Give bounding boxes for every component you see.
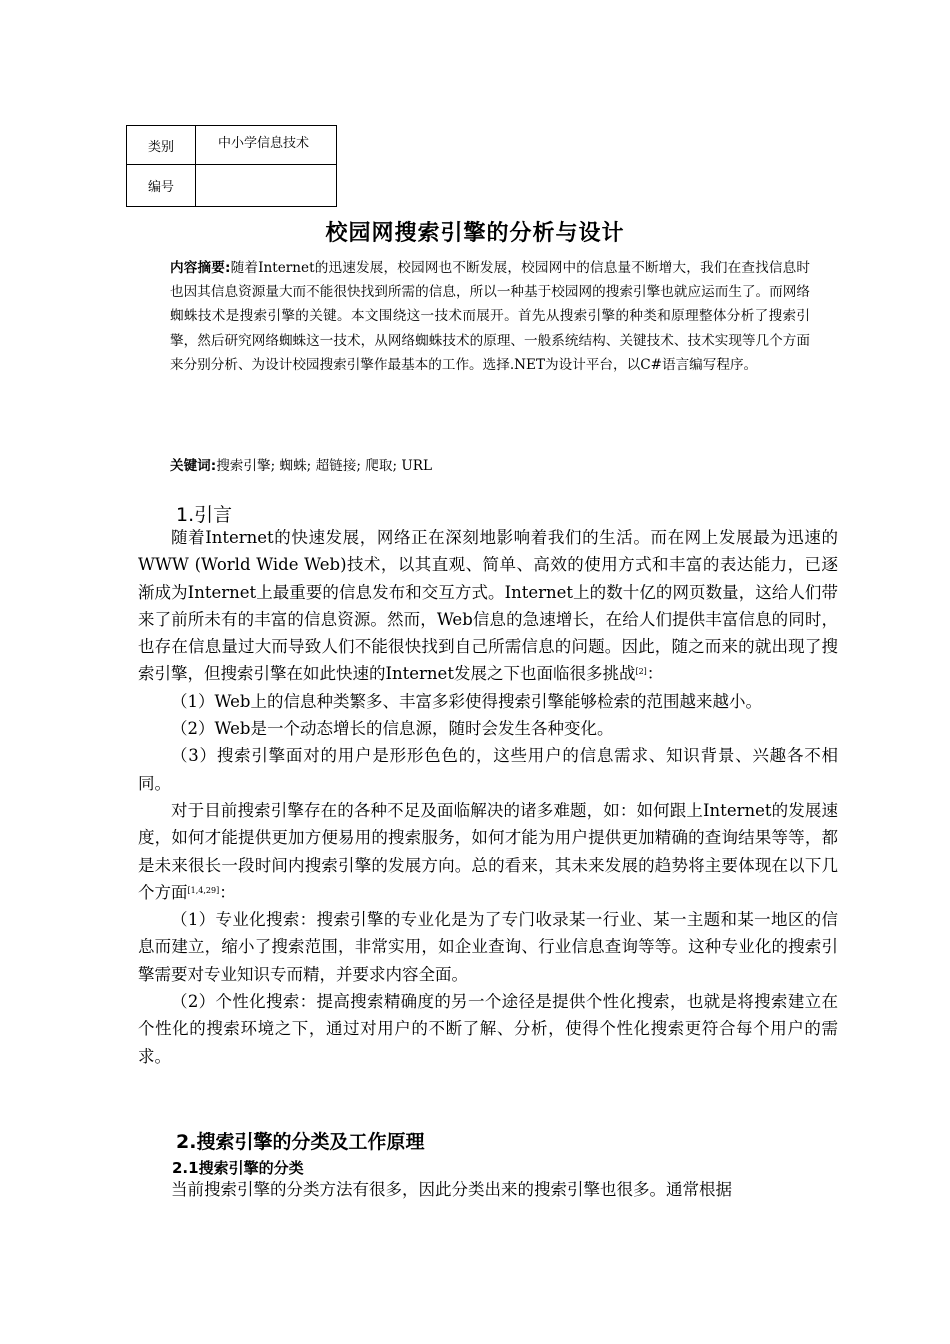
category-value: 中小学信息技术 bbox=[196, 126, 337, 165]
number-value bbox=[196, 165, 337, 207]
meta-table bbox=[126, 125, 337, 207]
abstract-text: 随着Internet的迅速发展，校园网也不断发展，校园网中的信息量不断增大，我们在查找信息时也因其信息资源量大而不能很快找到所需的信息，所以一种基于校园网的搜索引擎也就应运而生了。而网络蜘蛛技术是搜索引擎的关键。本文围绕这一技术而展开。首先从搜索引擎的种类和原理整体分析了搜索引擎，然后研究网络蜘蛛这一技术，从网络蜘蛛技术的原理、一般系统结构、关键技术、技术实现等几个方面来分别分析、为设计校园搜索引擎作最基本的工作。选择.NET为设计平台，以C#语言编写程序。 bbox=[170, 260, 810, 373]
list-item: （1）专业化搜索：搜索引擎的专业化是为了专门收录某一行业、某一主题和某一地区的信息而建立，缩小了搜索范围，非常实用，如企业查询、行业信息查询等等。这种专业化的搜索引擎需要对专业知识专而精，并要求内容全面。 bbox=[138, 910, 838, 984]
document-title: 校园网搜索引擎的分析与设计 bbox=[325, 221, 625, 246]
section1-body bbox=[138, 524, 838, 1070]
paragraph-text: 对于目前搜索引擎存在的各种不足及面临解决的诸多难题，如：如何跟上Internet的发展速度，如何才能提供更加方便易用的搜索服务，如何才能为用户提供更加精确的查询结果等等，都是未来很长一段时间内搜索引擎的发展方向。总的看来，其未来发展的趋势将主要体现在以下几个方面 bbox=[138, 800, 838, 902]
paragraph-text: 随着Internet的快速发展，网络正在深刻地影响着我们的生活。而在网上发展最为迅速的WWW (World Wide Web)技术，以其直观、简单、高效的使用方式和丰富的表达能力，已逐渐成为Internet上最重要的信息发布和交互方式。Internet上的数十亿的网页数量，这给人们带来了前所未有的丰富的信息资源。然而，Web信息的急速增长，在给人们提供丰富信息的同时，也存在信息量过大而导致人们不能很快找到自己所需信息的问题。因此，随之而来的就出现了搜索引擎，但搜索引擎在如此快速的Internet发展之下也面临很多挑战 bbox=[138, 528, 838, 684]
paragraph: 当前搜索引擎的分类方法有很多，因此分类出来的搜索引擎也很多。通常根据 bbox=[171, 1180, 732, 1199]
abstract bbox=[170, 256, 810, 377]
paragraph-end: ： bbox=[646, 664, 664, 684]
list-item: （2）Web是一个动态增长的信息源，随时会发生各种变化。 bbox=[171, 719, 614, 739]
section2-heading: 2.搜索引擎的分类及工作原理 bbox=[176, 1131, 425, 1153]
keywords-text: 搜索引擎; 蜘蛛; 超链接; 爬取; URL bbox=[216, 458, 433, 474]
paragraph-end: ： bbox=[219, 882, 236, 902]
list-item: （1）Web上的信息种类繁多、丰富多彩使得搜索引擎能够检索的范围越来越小。 bbox=[171, 691, 762, 711]
keywords-label: 关键词: bbox=[170, 458, 217, 474]
citation: [1,4,29] bbox=[187, 885, 220, 895]
category-label: 类别 bbox=[127, 126, 196, 165]
list-item: （3）搜索引擎面对的用户是形形色色的，这些用户的信息需求、知识背景、兴趣各不相同。 bbox=[138, 746, 838, 793]
section1-heading: 1.引言 bbox=[176, 504, 233, 526]
paragraph bbox=[138, 524, 838, 688]
keywords bbox=[170, 455, 432, 477]
section2-subheading: 2.1搜索引擎的分类 bbox=[172, 1159, 304, 1177]
abstract-label: 内容摘要: bbox=[170, 260, 231, 276]
list-item: （2）个性化搜索：提高搜索精确度的另一个途径是提供个性化搜索，也就是将搜索建立在个性化的搜索环境之下，通过对用户的不断了解、分析，使得个性化搜索更符合每个用户的需求。 bbox=[138, 992, 838, 1066]
number-label: 编号 bbox=[127, 165, 196, 207]
paragraph bbox=[138, 797, 838, 906]
section2-body bbox=[138, 1176, 838, 1203]
citation: [2] bbox=[635, 667, 647, 677]
